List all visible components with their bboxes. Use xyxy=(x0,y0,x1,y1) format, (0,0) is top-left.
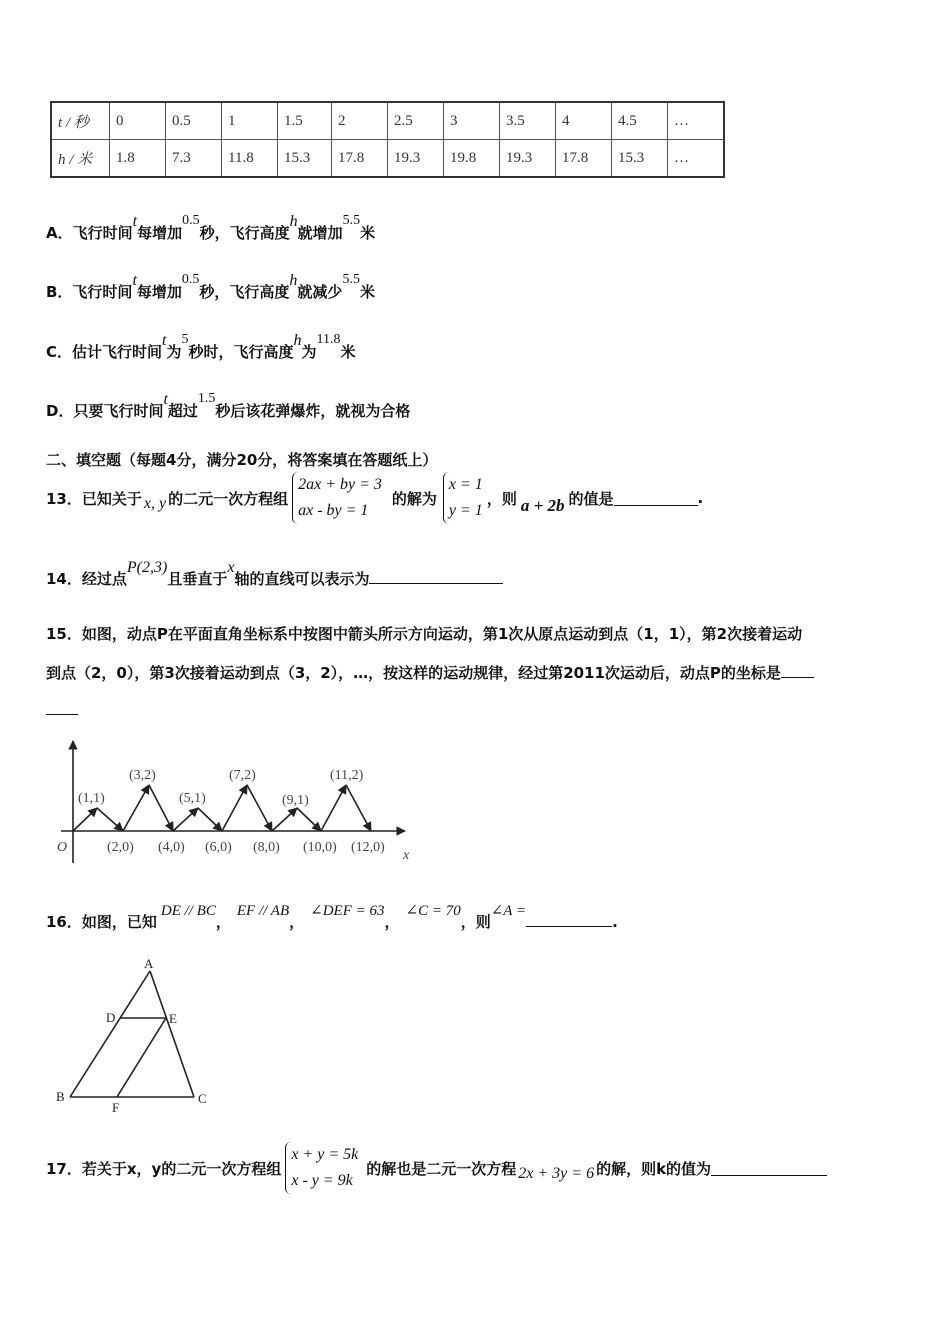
q16-end: . xyxy=(612,913,618,931)
q14-answer-blank[interactable] xyxy=(369,569,503,584)
q16-ask: ∠A = xyxy=(490,903,527,919)
table-cell: 0 xyxy=(110,102,166,140)
q13-answer-blank[interactable] xyxy=(614,491,698,506)
question-16 xyxy=(46,903,618,932)
q13-number: 13．已知关于 xyxy=(46,489,142,508)
q17-eq2: x - y = 9k xyxy=(291,1172,353,1189)
q16-cond1: DE // BC xyxy=(160,903,216,919)
table-cell: 1.5 xyxy=(278,102,332,140)
option-c-var2: h xyxy=(293,332,302,349)
option-d xyxy=(46,391,411,421)
option-c-text2: 秒时，飞行高度 xyxy=(188,343,294,361)
graph-point-label: (10,0) xyxy=(303,840,337,855)
graph-point-label: (5,1) xyxy=(179,791,206,806)
q16-sep3: ， xyxy=(384,913,400,931)
triangle-figure xyxy=(48,955,218,1115)
q17-eq3: 2x + 3y = 6 xyxy=(518,1165,595,1182)
option-c-n1: 5 xyxy=(181,332,189,347)
option-d-text2: 秒后该花弹爆炸，就视为合格 xyxy=(215,402,411,420)
q14-number: 14．经过点 xyxy=(46,570,127,588)
q13-sol2: y = 1 xyxy=(448,502,483,519)
q13-eq1: 2ax + by = 3 xyxy=(298,476,382,493)
graph-point-label: (12,0) xyxy=(351,840,385,855)
point-f-label: F xyxy=(112,1100,120,1115)
graph-point-label: (6,0) xyxy=(205,840,232,855)
question-15-line1: 15．如图，动点P在平面直角坐标系中按图中箭头所示方向运动，第1次从原点运动到点（1，1），第2次接着运动 xyxy=(46,625,803,643)
q17-answer-blank[interactable] xyxy=(711,1161,827,1176)
option-d-n1: 1.5 xyxy=(197,391,216,406)
vertex-a-label: A xyxy=(144,956,154,971)
table-cell: 17.8 xyxy=(332,140,388,178)
table-row xyxy=(51,140,724,178)
graph-point-label: (8,0) xyxy=(253,840,280,855)
table-cell: 1 xyxy=(222,102,278,140)
graph-point-label: (3,2) xyxy=(129,768,156,783)
question-17 xyxy=(46,1140,827,1196)
point-d-label: D xyxy=(106,1010,116,1025)
option-c xyxy=(46,332,356,362)
q13-text2: 的解为 xyxy=(391,489,437,508)
q17-system xyxy=(285,1142,358,1194)
q13-vars: x, y xyxy=(143,495,167,512)
motion-path xyxy=(73,785,371,831)
option-c-text4: 米 xyxy=(340,343,356,361)
table-cell: h / 米 xyxy=(51,140,110,178)
graph-point-label: (11,2) xyxy=(330,768,364,783)
q16-number: 16．如图，已知 xyxy=(46,913,157,931)
option-b-var1: t xyxy=(132,272,137,289)
table-cell: … xyxy=(668,102,725,140)
q13-text1: 的二元一次方程组 xyxy=(168,489,289,508)
option-a-text3: 就增加 xyxy=(297,224,343,242)
q16-text1: ，则 xyxy=(460,913,491,931)
table-cell: 3.5 xyxy=(500,102,556,140)
q17-text1: 的解也是二元一次方程 xyxy=(366,1159,517,1178)
question-13 xyxy=(46,470,703,526)
option-b-text4: 米 xyxy=(359,283,375,301)
graph-point-label: (9,1) xyxy=(282,793,309,808)
section-title: 二、填空题（每题4分，满分20分，将答案填在答题纸上） xyxy=(46,451,438,469)
q17-eq1: x + y = 5k xyxy=(291,1146,359,1163)
option-c-var1: t xyxy=(162,332,167,349)
graph-point-label: (2,0) xyxy=(107,840,134,855)
q13-sol1: x = 1 xyxy=(448,476,483,493)
segment-ef xyxy=(117,1018,166,1097)
table-cell: 1.8 xyxy=(110,140,166,178)
q16-cond2: EF // AB xyxy=(236,903,290,919)
vertex-c-label: C xyxy=(198,1091,207,1106)
q13-solution xyxy=(443,472,483,524)
table-cell: 19.8 xyxy=(444,140,500,178)
motion-graph xyxy=(55,735,415,865)
graph-x-label: x xyxy=(403,848,410,863)
option-a xyxy=(46,213,376,243)
q16-answer-blank[interactable] xyxy=(526,912,612,927)
option-b-var2: h xyxy=(289,272,298,289)
q17-text2: 的解，则k的值为 xyxy=(596,1159,712,1178)
table-cell: t / 秒 xyxy=(51,102,110,140)
table-cell: 4 xyxy=(556,102,612,140)
graph-point-label: (7,2) xyxy=(229,768,256,783)
option-b-n1: 0.5 xyxy=(181,272,200,287)
option-c-text1: 为 xyxy=(166,343,182,361)
option-a-text1: 每增加 xyxy=(137,224,183,242)
q13-end: . xyxy=(697,489,704,507)
q16-sep1: ， xyxy=(215,913,231,931)
side-ab xyxy=(70,971,150,1097)
q14-text2: 轴的直线可以表示为 xyxy=(234,570,370,588)
table-cell: 7.3 xyxy=(166,140,222,178)
table-cell: 11.8 xyxy=(222,140,278,178)
option-d-var1: t xyxy=(163,391,168,408)
table-cell: 15.3 xyxy=(612,140,668,178)
option-b-n2: 5.5 xyxy=(342,272,360,287)
option-a-n2: 5.5 xyxy=(342,213,361,228)
option-b xyxy=(46,272,375,302)
option-a-prefix: A．飞行时间 xyxy=(46,224,133,242)
option-b-text2: 秒，飞行高度 xyxy=(199,283,290,301)
q13-text4: 的值是 xyxy=(568,489,614,508)
option-b-prefix: B．飞行时间 xyxy=(46,283,133,301)
graph-point-label: (4,0) xyxy=(158,840,185,855)
option-b-text1: 每增加 xyxy=(136,283,182,301)
q15-answer-blank-b[interactable] xyxy=(46,700,78,715)
q16-cond3: ∠DEF = 63 xyxy=(310,903,385,919)
table-cell: 2 xyxy=(332,102,388,140)
data-table xyxy=(50,101,725,178)
q13-expr: a + 2b xyxy=(520,496,565,515)
graph-origin-label: O xyxy=(57,840,68,855)
q17-text0: 17．若关于x，y的二元一次方程组 xyxy=(46,1159,282,1178)
option-a-var2: h xyxy=(289,213,298,230)
q13-eq2: ax - by = 1 xyxy=(298,502,369,519)
table-cell: 0.5 xyxy=(166,102,222,140)
table-cell: … xyxy=(668,140,725,178)
q14-var: x xyxy=(227,559,235,576)
option-a-text2: 秒，飞行高度 xyxy=(199,224,290,242)
option-d-text1: 超过 xyxy=(167,402,198,420)
q15-answer-blank-a[interactable] xyxy=(781,663,814,678)
q13-text3: ，则 xyxy=(486,489,517,508)
table-cell: 3 xyxy=(444,102,500,140)
table-cell: 19.3 xyxy=(500,140,556,178)
option-d-prefix: D．只要飞行时间 xyxy=(46,402,164,420)
option-c-text3: 为 xyxy=(301,343,317,361)
table-cell: 19.3 xyxy=(388,140,444,178)
q16-cond4: ∠C = 70 xyxy=(405,903,461,919)
q15-line2-text: 到点（2，0），第3次接着运动到点（3，2），…，按这样的运动规律，经过第2011次运动后，动点P的坐标是 xyxy=(46,664,781,682)
table-cell: 17.8 xyxy=(556,140,612,178)
option-c-n2: 11.8 xyxy=(316,332,341,347)
q13-system xyxy=(292,472,382,524)
table-row xyxy=(51,102,724,140)
point-e-label: E xyxy=(169,1011,177,1026)
table-cell: 15.3 xyxy=(278,140,332,178)
option-a-var1: t xyxy=(132,213,138,230)
option-a-n1: 0.5 xyxy=(182,213,200,228)
q14-text1: 且垂直于 xyxy=(167,570,228,588)
question-14 xyxy=(46,559,503,589)
q14-point: P(2,3) xyxy=(126,559,168,576)
table-cell: 4.5 xyxy=(612,102,668,140)
vertex-b-label: B xyxy=(56,1089,65,1104)
table-cell: 2.5 xyxy=(388,102,444,140)
q16-sep2: ， xyxy=(289,913,305,931)
question-15-line2 xyxy=(46,662,814,683)
option-c-prefix: C．估计飞行时间 xyxy=(46,343,163,361)
option-b-text3: 就减少 xyxy=(297,283,343,301)
option-a-text4: 米 xyxy=(360,224,376,242)
graph-point-label: (1,1) xyxy=(78,791,105,806)
